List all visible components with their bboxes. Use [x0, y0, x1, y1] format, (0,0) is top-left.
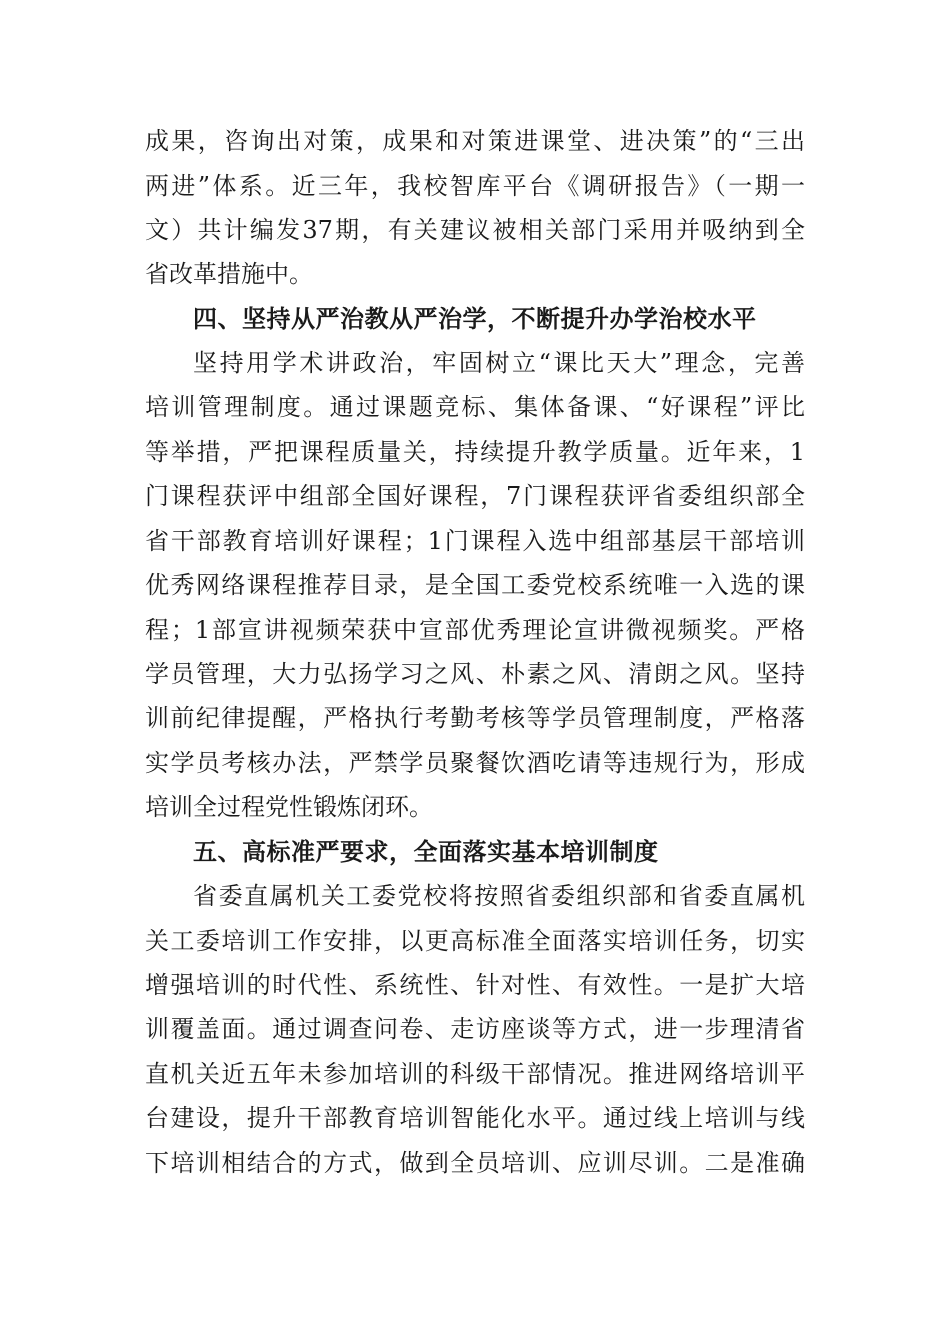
body-text-line: 文）共计编发37期，有关建议被相关部门采用并吸纳到全: [145, 216, 805, 244]
body-text-line: 省委直属机关工委党校将按照省委组织部和省委直属机: [193, 882, 805, 910]
section-heading-5: 五、高标准严要求，全面落实基本培训制度: [193, 838, 659, 866]
body-text-line: 学员管理，大力弘扬学习之风、朴素之风、清朗之风。坚持: [145, 660, 805, 688]
body-text-line: 训覆盖面。通过调查问卷、走访座谈等方式，进一步理清省: [145, 1015, 805, 1043]
body-text-line: 程；1部宣讲视频荣获中宣部优秀理论宣讲微视频奖。严格: [145, 616, 805, 644]
body-text-line: 台建设，提升干部教育培训智能化水平。通过线上培训与线: [145, 1104, 805, 1132]
body-text-line: 培训管理制度。通过课题竞标、集体备课、“好课程”评比: [145, 393, 805, 421]
body-text-line: 下培训相结合的方式，做到全员培训、应训尽训。二是准确: [145, 1149, 805, 1177]
body-text-line: 增强培训的时代性、系统性、针对性、有效性。一是扩大培: [145, 971, 805, 999]
body-text-line: 省改革措施中。: [145, 260, 313, 288]
body-text-line: 等举措，严把课程质量关，持续提升教学质量。近年来，1: [145, 438, 805, 466]
body-text-line: 两进”体系。近三年，我校智库平台《调研报告》（一期一: [145, 172, 805, 200]
body-text-line: 训前纪律提醒，严格执行考勤考核等学员管理制度，严格落: [145, 704, 805, 732]
section-heading-4: 四、坚持从严治教从严治学，不断提升办学治校水平: [193, 305, 757, 333]
body-text-line: 关工委培训工作安排，以更高标准全面落实培训任务，切实: [145, 927, 805, 955]
body-text-line: 成果，咨询出对策，成果和对策进课堂、进决策”的“三出: [145, 127, 805, 155]
body-text-line: 省干部教育培训好课程；1门课程入选中组部基层干部培训: [145, 527, 805, 555]
body-text-line: 门课程获评中组部全国好课程，7门课程获评省委组织部全: [145, 482, 805, 510]
body-text-line: 实学员考核办法，严禁学员聚餐饮酒吃请等违规行为，形成: [145, 749, 805, 777]
body-text-line: 培训全过程党性锻炼闭环。: [145, 793, 433, 821]
body-text-line: 直机关近五年未参加培训的科级干部情况。推进网络培训平: [145, 1060, 805, 1088]
body-text-line: 坚持用学术讲政治，牢固树立“课比天大”理念，完善: [193, 349, 805, 377]
body-text-line: 优秀网络课程推荐目录，是全国工委党校系统唯一入选的课: [145, 571, 805, 599]
